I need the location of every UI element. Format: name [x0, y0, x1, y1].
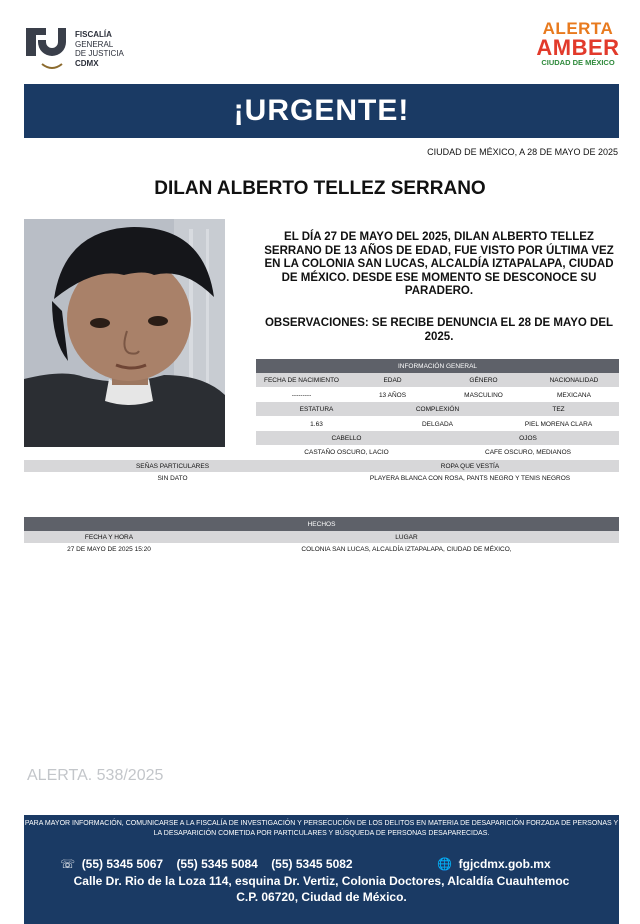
- hechos-header: [24, 517, 619, 531]
- footer-website: [437, 857, 551, 871]
- label-tez: TEZ: [552, 405, 565, 413]
- label-cabello: CABELLO: [331, 434, 362, 442]
- label-senas: SEÑAS PARTICULARES: [135, 462, 210, 470]
- amber-line-1: ALERTA: [542, 19, 614, 38]
- label-genero: GÉNERO: [469, 376, 498, 384]
- phone-3[interactable]: (55) 5345 5082: [271, 857, 353, 871]
- alert-number: ALERTA. 538/2025: [27, 767, 164, 784]
- value-lugar: COLONIA SAN LUCAS, ALCALDÍA IZTAPALAPA, CIUDAD DE MÉXICO,: [301, 545, 512, 553]
- label-ojos: OJOS: [519, 434, 537, 442]
- value-senas: SIN DATO: [157, 474, 188, 482]
- website-link[interactable]: fgjcdmx.gob.mx: [458, 857, 551, 871]
- urgent-banner: ¡URGENTE!: [24, 84, 619, 138]
- value-fecha-nacimiento: ---------: [291, 391, 312, 399]
- fgj-logo-icon: [24, 26, 70, 76]
- value-genero: MASCULINO: [464, 391, 503, 399]
- info-row-values-3: [256, 445, 619, 459]
- phone-1[interactable]: (55) 5345 5067: [81, 857, 164, 871]
- value-cabello: CASTAÑO OSCURO, LACIO: [304, 448, 389, 456]
- footer-info-text: PARA MAYOR INFORMACIÓN, COMUNICARSE A LA FISCALÍA DE INVESTIGACIÓN Y PERSECUCIÓN DE LOS DELITOS EN MATERIA DE DESAPARICIÓN FORZADA DE PERSONAS Y LA DESAPARICIÓN COMETIDA POR PARTICULARES Y BÚSQUEDA DE PERSONAS DESAPARECIDAS.: [24, 820, 619, 837]
- address-line-1: Calle Dr. Rio de la Loza 114, esquina Dr. Vertiz, Colonia Doctores, Alcaldía Cuauhtemoc: [73, 874, 570, 888]
- info-row-labels-4: [24, 460, 619, 472]
- phone-2[interactable]: (55) 5345 5084: [176, 857, 258, 871]
- org-line-3: DE JUSTICIA: [75, 49, 124, 58]
- footer: [24, 815, 619, 924]
- amber-line-3: CIUDAD DE MÉXICO: [541, 58, 615, 67]
- footer-phones: [60, 857, 353, 871]
- org-line-1: FISCALÍA: [75, 30, 112, 39]
- info-general-title: INFORMACIÓN GENERAL: [397, 362, 478, 370]
- phone-icon: ☏: [60, 857, 76, 871]
- value-complexion: DELGADA: [421, 420, 454, 428]
- value-estatura: 1.63: [310, 420, 323, 428]
- value-nacionalidad: MEXICANA: [557, 391, 591, 399]
- hechos-labels: [24, 531, 619, 543]
- org-line-2: GENERAL: [75, 39, 114, 49]
- value-ojos: CAFE OSCURO, MEDIANOS: [485, 448, 571, 456]
- label-edad: EDAD: [383, 376, 402, 384]
- amber-line-2: AMBER: [536, 35, 620, 60]
- observations: OBSERVACIONES: SE RECIBE DENUNCIA EL 28 DE MAYO DEL 2025.: [264, 317, 614, 343]
- label-complexion: COMPLEXIÓN: [415, 405, 460, 413]
- alerta-amber-logo: [533, 20, 623, 82]
- footer-address: [24, 873, 619, 905]
- info-row-labels-2: [256, 402, 619, 416]
- address-line-2: C.P. 06720, Ciudad de México.: [236, 890, 407, 904]
- info-row-values-1: [256, 388, 619, 402]
- org-name: [75, 30, 124, 68]
- info-row-labels-1: [256, 373, 619, 387]
- value-tez: PIEL MORENA CLARA: [524, 420, 593, 428]
- person-photo: [24, 219, 225, 447]
- hechos-title: HECHOS: [307, 520, 336, 528]
- org-line-4: CDMX: [75, 58, 99, 68]
- label-ropa: ROPA QUE VESTÍA: [440, 462, 500, 470]
- value-ropa: PLAYERA BLANCA CON ROSA, PANTS NEGRO Y TENIS NEGROS: [369, 474, 571, 482]
- label-lugar: LUGAR: [395, 533, 418, 541]
- info-general-header: [256, 359, 619, 373]
- value-fecha-hora: 27 DE MAYO DE 2025 15:20: [67, 545, 151, 553]
- info-row-labels-3: [256, 431, 619, 445]
- person-name: DILAN ALBERTO TELLEZ SERRANO: [154, 178, 486, 199]
- case-description: EL DÍA 27 DE MAYO DEL 2025, DILAN ALBERTO TELLEZ SERRANO DE 13 AÑOS DE EDAD, FUE VISTO POR ÚLTIMA VEZ EN LA COLONIA SAN LUCAS, ALCALDÍA IZTAPALAPA, CIUDAD DE MÉXICO. DESDE ESE MOMENTO SE DESCONOCE SU PARADERO.: [264, 231, 614, 297]
- info-row-values-2: [256, 417, 619, 431]
- date-line: CIUDAD DE MÉXICO, A 28 DE MAYO DE 2025: [427, 147, 618, 157]
- label-fecha-nacimiento: FECHA DE NACIMIENTO: [263, 376, 339, 384]
- globe-icon: 🌐: [437, 857, 452, 871]
- hechos-values: [24, 543, 619, 555]
- label-estatura: ESTATURA: [299, 405, 334, 413]
- info-row-values-4: [24, 472, 619, 484]
- label-fecha-hora: FECHA Y HORA: [84, 533, 134, 541]
- value-edad: 13 AÑOS: [378, 391, 407, 399]
- label-nacionalidad: NACIONALIDAD: [549, 376, 599, 384]
